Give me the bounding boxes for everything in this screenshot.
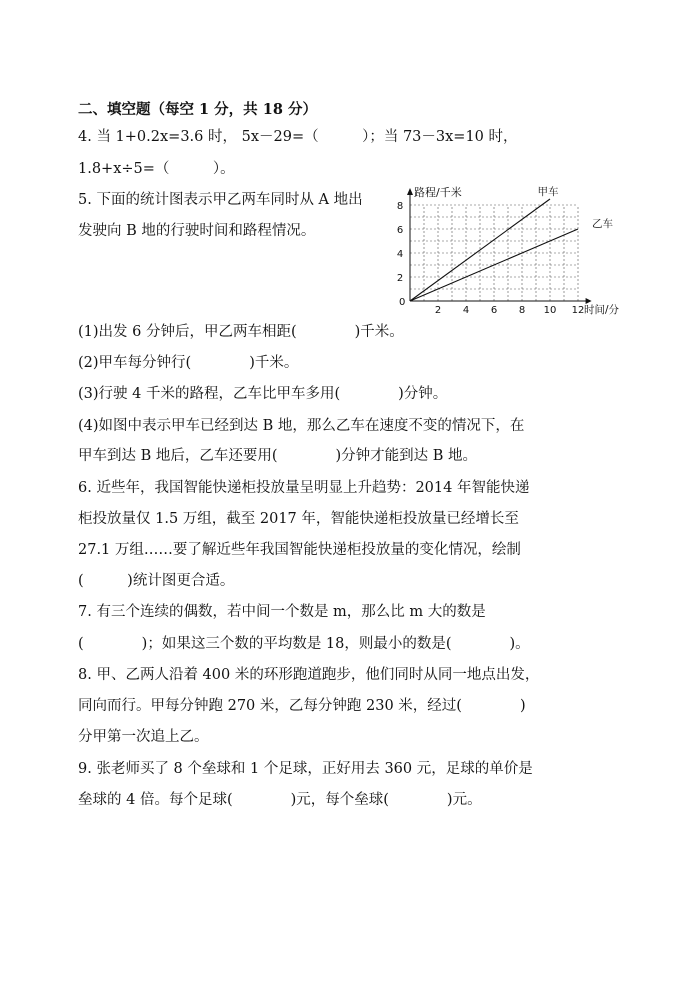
q5-sub1: (1)出发 6 分钟后，甲乙两车相距( )千米。	[78, 324, 404, 340]
q7-line-2: ( )；如果这三个数的平均数是 18，则最小的数是( )。	[78, 636, 530, 652]
x-tick-label: 0	[399, 297, 406, 308]
series-label-yi: 乙车	[592, 218, 613, 230]
x-tick-label: 6	[490, 305, 498, 316]
y-axis-label: 路程/千米	[414, 186, 462, 199]
q6-line-1: 6. 近些年，我国智能快递柜投放量呈明显上升趋势：2014 年智能快递	[78, 480, 530, 496]
section-title: 二、填空题（每空 1 分，共 18 分）	[78, 101, 317, 118]
q5-sub3: (3)行驶 4 千米的路程，乙车比甲车多用( )分钟。	[78, 386, 448, 402]
q8-line-3: 分甲第一次追上乙。	[78, 729, 209, 745]
y-axis-arrow	[407, 188, 413, 195]
y-tick-label: 4	[396, 249, 404, 260]
y-tick-label: 8	[396, 201, 404, 212]
q4-line-1: 4. 当 1+0.2x=3.6 时， 5x－29=（ ）；当 73－3x=10 时，	[78, 129, 518, 145]
series-label-jia: 甲车	[537, 186, 559, 198]
q8-line-1: 8. 甲、乙两人沿着 400 米的环形跑道跑步，他们同时从同一地点出发，	[78, 667, 540, 683]
q5-sub4-line-1: (4)如图中表示甲车已经到达 B 地，那么乙车在速度不变的情况下，在	[78, 418, 525, 434]
q5-sub4-line-2: 甲车到达 B 地后，乙车还要用( )分钟才能到达 B 地。	[78, 448, 478, 464]
q7-line-1: 7. 有三个连续的偶数，若中间一个数是 m，那么比 m 大的数是	[78, 604, 486, 620]
x-tick-label: 4	[462, 305, 470, 316]
q9-line-1: 9. 张老师买了 8 个垒球和 1 个足球，正好用去 360 元，足球的单价是	[78, 761, 533, 777]
distance-time-chart	[388, 186, 650, 318]
y-tick-label: 2	[396, 273, 404, 284]
q6-line-2: 柜投放量仅 1.5 万组，截至 2017 年，智能快递柜投放量已经增长至	[78, 511, 519, 527]
q4-line-2: 1.8+x÷5=（ ）。	[78, 161, 235, 177]
x-axis-label: 时间/分	[584, 304, 620, 316]
x-tick-label: 12	[571, 305, 585, 316]
x-tick-label: 8	[518, 305, 526, 316]
x-tick-label: 10	[543, 305, 557, 316]
q8-line-2: 同向而行。甲每分钟跑 270 米，乙每分钟跑 230 米，经过( )	[78, 698, 526, 714]
x-tick-label: 2	[434, 305, 442, 316]
q5-line-2: 发驶向 B 地的行驶时间和路程情况。	[78, 223, 316, 239]
y-tick-label: 6	[396, 225, 404, 236]
q6-line-3: 27.1 万组……要了解近些年我国智能快递柜投放量的变化情况，绘制	[78, 542, 521, 558]
q5-sub2: (2)甲车每分钟行( )千米。	[78, 355, 299, 371]
q5-line-1: 5. 下面的统计图表示甲乙两车同时从 A 地出	[78, 192, 363, 208]
q6-line-4: ( )统计图更合适。	[78, 573, 235, 589]
q9-line-2: 垒球的 4 倍。每个足球( )元，每个垒球( )元。	[78, 792, 482, 808]
